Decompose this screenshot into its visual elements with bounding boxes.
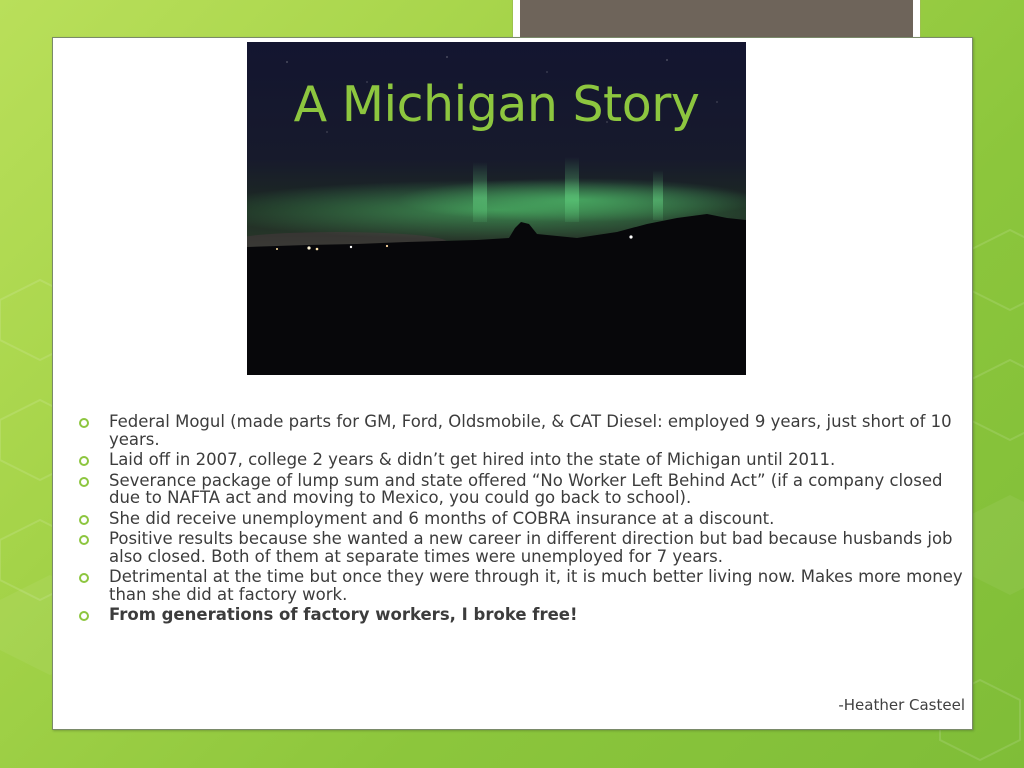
bullet-item-detrimental [79, 568, 969, 603]
bullet-text: Detrimental at the time but once they were through it, it is much better living now. Makes more money than she did at factory work. [109, 567, 963, 604]
hollow-circle-bullet-icon [79, 477, 89, 487]
bullet-text: Federal Mogul (made parts for GM, Ford, Oldsmobile, & CAT Diesel: employed 9 years, just short of 10 years. [109, 412, 952, 449]
bullet-item-laid-off [79, 451, 969, 469]
hollow-circle-bullet-icon [79, 456, 89, 466]
hollow-circle-bullet-icon [79, 418, 89, 428]
attribution: -Heather Casteel [838, 696, 965, 714]
hollow-circle-bullet-icon [79, 573, 89, 583]
hollow-circle-bullet-icon [79, 535, 89, 545]
bullet-text: Severance package of lump sum and state offered “No Worker Left Behind Act” (if a company closed due to NAFTA act and moving to Mexico, you could go back to school). [109, 470, 943, 507]
bullet-item-federal-mogul [79, 413, 969, 448]
hollow-circle-bullet-icon [79, 515, 89, 525]
slide-title: A Michigan Story [293, 76, 700, 133]
bullet-item-positive-results [79, 530, 969, 565]
bullet-item-severance [79, 472, 969, 507]
bullet-text: From generations of factory workers, I broke free! [109, 605, 578, 624]
bullet-text: Laid off in 2007, college 2 years & didn’t get hired into the state of Michigan until 2011. [109, 450, 836, 469]
bullet-text: Positive results because she wanted a new career in different direction but bad because husbands job also closed. Both of them at separate times were unemployed for 7 years. [109, 529, 953, 566]
bullet-text: She did receive unemployment and 6 months of COBRA insurance at a discount. [109, 508, 775, 528]
bullet-item-unemployment [79, 510, 969, 528]
bullet-list [79, 413, 969, 627]
bullet-item-broke-free [79, 606, 969, 624]
hollow-circle-bullet-icon [79, 611, 89, 621]
